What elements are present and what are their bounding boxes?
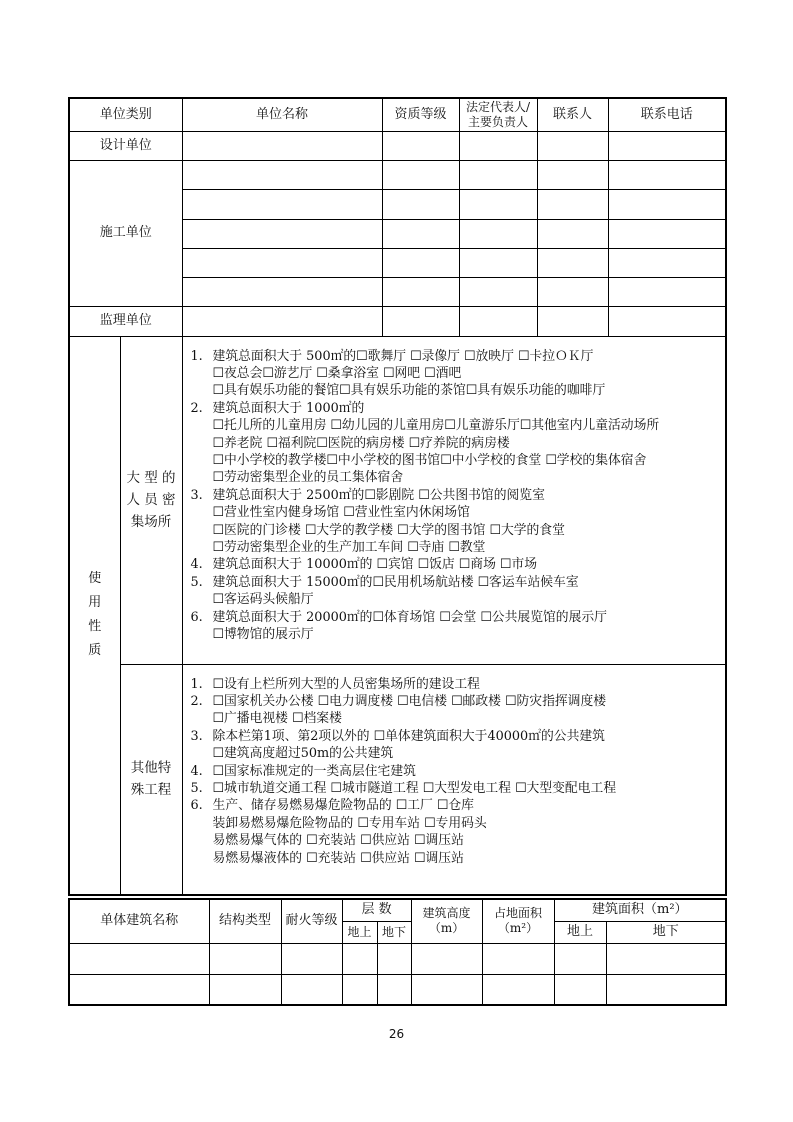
usage-nature-label <box>69 336 120 895</box>
header-contact: 联系人 <box>537 98 608 131</box>
item-text: ☐广播电视楼 ☐档案楼 <box>212 711 342 727</box>
construction-phone-cell[interactable] <box>608 219 726 248</box>
design-legal-rep-cell[interactable] <box>459 131 537 160</box>
construction-contact-cell[interactable] <box>537 189 608 219</box>
item-number: 5. <box>190 780 203 796</box>
usage-label-char: 质 <box>88 643 102 659</box>
special-option-line[interactable] <box>191 850 720 867</box>
item-number: 6. <box>190 798 203 814</box>
construction-phone-cell[interactable] <box>608 248 726 277</box>
construction-legal-rep-cell[interactable] <box>459 219 537 248</box>
area-above-cell[interactable] <box>554 974 606 1005</box>
item-number: 5. <box>190 574 203 590</box>
floors-below-cell[interactable] <box>377 943 411 974</box>
construction-name-cell[interactable] <box>182 248 382 277</box>
height-label: 建筑高度 <box>422 906 471 921</box>
header-unit-type: 单位类别 <box>69 98 182 131</box>
design-contact-cell[interactable] <box>537 131 608 160</box>
item-text: ☐劳动密集型企业的生产加工车间 ☐寺庙 ☐教堂 <box>212 539 486 555</box>
special-option-line[interactable] <box>191 815 720 832</box>
item-text: ☐医院的门诊楼 ☐大学的教学楼 ☐大学的图书馆 ☐大学的食堂 <box>212 522 565 538</box>
supervision-unit-label: 监理单位 <box>69 306 182 336</box>
height-cell[interactable] <box>411 943 482 974</box>
construction-qualification-cell[interactable] <box>382 189 459 219</box>
item-text: ☐国家标准规定的一类高层住宅建筑 <box>212 763 416 779</box>
construction-name-cell[interactable] <box>182 189 382 219</box>
usage-label-char: 用 <box>88 595 102 611</box>
design-name-cell[interactable] <box>182 131 382 160</box>
item-text: ☐养老院 ☐福利院☐医院的病房楼 ☐疗养院的病房楼 <box>212 435 510 451</box>
construction-unit-label: 施工单位 <box>69 160 182 306</box>
special-option-line[interactable] <box>191 763 720 780</box>
item-text: ☐夜总会☐游艺厅 ☐桑拿浴室 ☐网吧 ☐酒吧 <box>212 365 462 381</box>
page-number: 26 <box>388 1027 405 1041</box>
item-number: 6. <box>190 609 203 625</box>
special-project-options <box>182 664 726 895</box>
item-text: ☐营业性室内健身场馆 ☐营业性室内休闲场馆 <box>212 505 470 521</box>
crowded-option-line[interactable] <box>191 469 720 486</box>
header-unit-name: 单位名称 <box>182 98 382 131</box>
construction-qualification-cell[interactable] <box>382 219 459 248</box>
floor-area-header: 建筑面积（m²） <box>554 899 726 921</box>
item-number: 4. <box>190 557 203 573</box>
item-number: 4. <box>190 763 203 779</box>
special-option-line[interactable] <box>191 693 720 710</box>
crowded-option-line[interactable] <box>191 574 720 591</box>
item-text: ☐客运码头候船厅 <box>212 592 314 608</box>
usage-label-char: 性 <box>88 619 102 635</box>
supervision-contact-cell[interactable] <box>537 306 608 336</box>
item-number: 3. <box>190 487 203 503</box>
floors-below-cell[interactable] <box>377 974 411 1005</box>
crowded-option-line[interactable] <box>191 591 720 608</box>
special-option-line[interactable] <box>191 728 720 745</box>
crowded-option-line[interactable] <box>191 452 720 469</box>
header-legal-rep-line2: 主要负责人 <box>468 114 529 129</box>
item-number: 2. <box>190 400 203 416</box>
crowded-label-line: 人 员 密 <box>126 492 176 508</box>
area-below-cell[interactable] <box>606 974 726 1005</box>
item-number: 1. <box>190 348 203 364</box>
construction-phone-cell[interactable] <box>608 160 726 189</box>
construction-contact-cell[interactable] <box>537 248 608 277</box>
building-height-header <box>411 899 482 943</box>
special-option-line[interactable] <box>191 710 720 727</box>
building-name-cell[interactable] <box>69 943 209 974</box>
special-label-line: 殊工程 <box>130 782 172 799</box>
construction-legal-rep-cell[interactable] <box>459 189 537 219</box>
construction-phone-cell[interactable] <box>608 189 726 219</box>
usage-label-char: 使 <box>88 571 102 587</box>
item-text: ☐国家机关办公楼 ☐电力调度楼 ☐电信楼 ☐邮政楼 ☐防灾指挥调度楼 <box>212 693 607 709</box>
item-text: 建筑总面积大于 1000㎡的 <box>212 400 365 416</box>
item-text: ☐建筑高度超过50m的公共建筑 <box>212 746 394 762</box>
crowded-option-line[interactable] <box>191 435 720 452</box>
footprint-unit: （m²） <box>497 921 539 936</box>
special-option-line[interactable] <box>191 780 720 797</box>
supervision-legal-rep-cell[interactable] <box>459 306 537 336</box>
special-label-line: 其他特 <box>130 760 172 777</box>
item-text: 除本栏第1项、第2项以外的 ☐单体建筑面积大于40000㎡的公共建筑 <box>212 728 605 744</box>
crowded-option-line[interactable] <box>191 348 720 365</box>
fire-rating-cell[interactable] <box>281 974 342 1005</box>
crowded-option-line[interactable] <box>191 365 720 382</box>
area-above-cell[interactable] <box>554 943 606 974</box>
construction-qualification-cell[interactable] <box>382 277 459 306</box>
header-legal-representative <box>459 98 537 131</box>
item-text: ☐城市轨道交通工程 ☐城市隧道工程 ☐大型发电工程 ☐大型变配电工程 <box>212 780 617 796</box>
header-phone: 联系电话 <box>608 98 726 131</box>
crowded-label-line: 大 型 的 <box>126 470 176 486</box>
item-text: ☐具有娱乐功能的餐馆☐具有娱乐功能的茶馆☐具有娱乐功能的咖啡厅 <box>212 383 606 399</box>
header-qualification: 资质等级 <box>382 98 459 131</box>
item-number: 1. <box>190 676 203 692</box>
structure-type-header: 结构类型 <box>209 899 281 943</box>
fire-rating-cell[interactable] <box>281 943 342 974</box>
crowded-option-line[interactable] <box>191 626 720 643</box>
crowded-label-line: 集场所 <box>130 514 172 530</box>
item-text: 建筑总面积大于 15000㎡的☐民用机场航站楼 ☐客运车站候车室 <box>212 574 579 590</box>
fire-rating-header: 耐火等级 <box>281 899 342 943</box>
footprint-label: 占地面积 <box>494 906 543 921</box>
item-text: ☐托儿所的儿童用房 ☐幼儿园的儿童用房☐儿童游乐厅☐其他室内儿童活动场所 <box>212 418 660 434</box>
supervision-name-cell[interactable] <box>182 306 382 336</box>
footprint-header <box>482 899 554 943</box>
floors-above-header: 地上 <box>342 921 377 943</box>
item-text: 建筑总面积大于 10000㎡的 ☐宾馆 ☐饭店 ☐商场 ☐市场 <box>212 557 537 573</box>
crowded-option-line[interactable] <box>191 539 720 556</box>
header-legal-rep-line1: 法定代表人/ <box>465 99 531 114</box>
construction-name-cell[interactable] <box>182 277 382 306</box>
construction-phone-cell[interactable] <box>608 277 726 306</box>
item-text: 装卸易燃易爆危险物品的 ☐专用车站 ☐专用码头 <box>212 815 487 831</box>
structure-type-cell[interactable] <box>209 943 281 974</box>
construction-qualification-cell[interactable] <box>382 160 459 189</box>
design-unit-label: 设计单位 <box>69 131 182 160</box>
special-option-line[interactable] <box>191 832 720 849</box>
construction-legal-rep-cell[interactable] <box>459 277 537 306</box>
construction-contact-cell[interactable] <box>537 219 608 248</box>
footprint-cell[interactable] <box>482 974 554 1005</box>
design-qualification-cell[interactable] <box>382 131 459 160</box>
crowded-option-line[interactable] <box>191 487 720 504</box>
building-name-header: 单体建筑名称 <box>69 899 209 943</box>
item-text: 易燃易爆液体的 ☐充装站 ☐供应站 ☐调压站 <box>212 850 464 866</box>
item-text: ☐中小学校的教学楼☐中小学校的图书馆☐中小学校的食堂 ☐学校的集体宿舍 <box>212 452 647 468</box>
supervision-qualification-cell[interactable] <box>382 306 459 336</box>
unit-info-table <box>68 97 727 896</box>
construction-legal-rep-cell[interactable] <box>459 160 537 189</box>
structure-type-cell[interactable] <box>209 974 281 1005</box>
floors-above-cell[interactable] <box>342 974 377 1005</box>
item-number: 3. <box>190 728 203 744</box>
building-name-cell[interactable] <box>69 974 209 1005</box>
floors-above-cell[interactable] <box>342 943 377 974</box>
area-below-cell[interactable] <box>606 943 726 974</box>
design-phone-cell[interactable] <box>608 131 726 160</box>
special-option-line[interactable] <box>191 745 720 762</box>
crowded-option-line[interactable] <box>191 522 720 539</box>
crowded-venue-label <box>120 336 182 664</box>
item-text: 建筑总面积大于 2500㎡的☐影剧院 ☐公共图书馆的阅览室 <box>212 487 545 503</box>
construction-contact-cell[interactable] <box>537 160 608 189</box>
floors-below-header: 地下 <box>377 921 411 943</box>
construction-name-cell[interactable] <box>182 219 382 248</box>
crowded-option-line[interactable] <box>191 400 720 417</box>
construction-contact-cell[interactable] <box>537 277 608 306</box>
item-text: 易燃易爆气体的 ☐充装站 ☐供应站 ☐调压站 <box>212 833 464 849</box>
special-option-line[interactable] <box>191 676 720 693</box>
floors-header: 层 数 <box>342 899 411 921</box>
height-cell[interactable] <box>411 974 482 1005</box>
building-info-table <box>68 898 727 1006</box>
item-text: ☐博物馆的展示厅 <box>212 627 314 642</box>
crowded-option-line[interactable] <box>191 556 720 573</box>
item-text: ☐劳动密集型企业的员工集体宿舍 <box>212 470 404 486</box>
item-text: 建筑总面积大于 20000㎡的☐体育场馆 ☐会堂 ☐公共展览馆的展示厅 <box>212 609 607 625</box>
item-number: 2. <box>190 693 203 709</box>
item-text: ☐设有上栏所列大型的人员密集场所的建设工程 <box>212 676 480 692</box>
height-unit: （m） <box>428 921 465 936</box>
construction-name-cell[interactable] <box>182 160 382 189</box>
crowded-venue-options <box>182 336 726 664</box>
special-project-label <box>120 664 182 895</box>
construction-qualification-cell[interactable] <box>382 248 459 277</box>
item-text: 生产、储存易燃易爆危险物品的 ☐工厂 ☐仓库 <box>212 798 474 814</box>
supervision-phone-cell[interactable] <box>608 306 726 336</box>
item-text: 建筑总面积大于 500㎡的☐歌舞厅 ☐录像厅 ☐放映厅 ☐卡拉ＯＫ厅 <box>212 348 594 364</box>
area-above-header: 地上 <box>554 921 606 943</box>
footprint-cell[interactable] <box>482 943 554 974</box>
construction-legal-rep-cell[interactable] <box>459 248 537 277</box>
area-below-header: 地下 <box>606 921 726 943</box>
crowded-option-line[interactable] <box>191 504 720 521</box>
crowded-option-line[interactable] <box>191 382 720 399</box>
special-option-line[interactable] <box>191 797 720 814</box>
crowded-option-line[interactable] <box>191 609 720 626</box>
crowded-option-line[interactable] <box>191 417 720 434</box>
